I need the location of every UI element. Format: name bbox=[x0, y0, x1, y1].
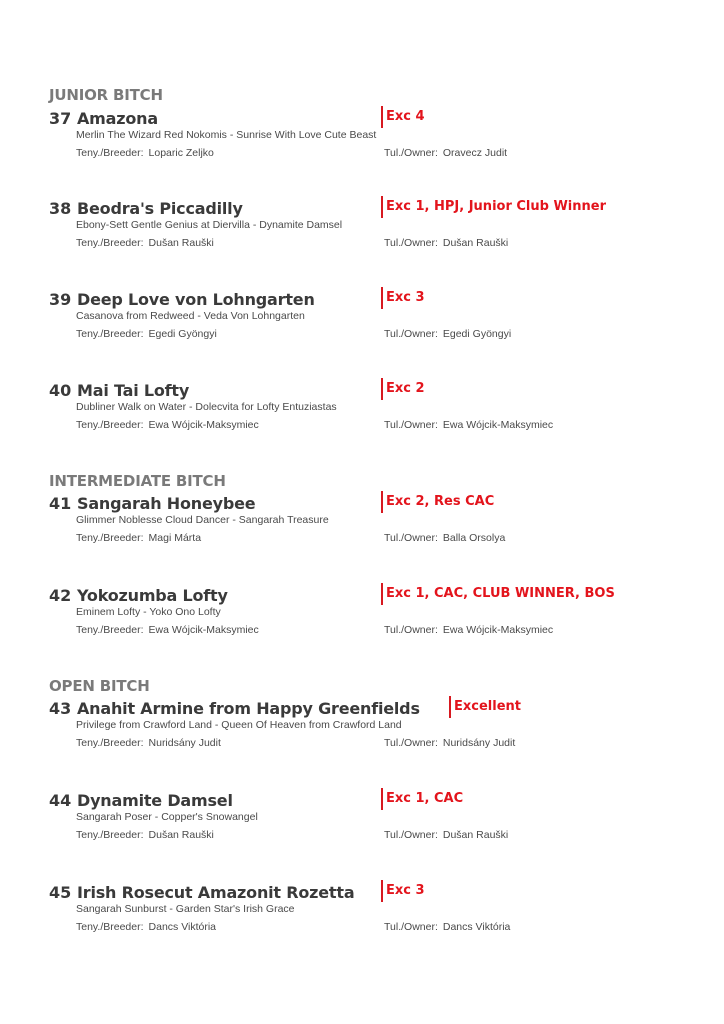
dog-name: Beodra's Piccadilly bbox=[77, 199, 243, 218]
owner bbox=[384, 737, 515, 749]
parents: Privilege from Crawford Land - Queen Of Heaven from Crawford Land bbox=[76, 719, 402, 731]
entry-number: 42 bbox=[49, 586, 72, 605]
owner bbox=[384, 328, 511, 340]
breeder bbox=[76, 921, 216, 933]
parents: Merlin The Wizard Red Nokomis - Sunrise With Love Cute Beast bbox=[76, 129, 377, 141]
dog-name: Sangarah Honeybee bbox=[77, 494, 256, 513]
entry-40 bbox=[49, 381, 709, 431]
result-badge: Exc 1, CAC bbox=[381, 788, 463, 810]
dog-name: Dynamite Damsel bbox=[77, 791, 233, 810]
owner-value: Dušan Rauški bbox=[442, 237, 509, 249]
owner-label: Tul./Owner: bbox=[384, 921, 438, 933]
owner bbox=[384, 237, 508, 249]
breeder-label: Teny./Breeder: bbox=[76, 328, 144, 340]
parents: Glimmer Noblesse Cloud Dancer - Sangarah Treasure bbox=[76, 514, 329, 526]
result-badge: Excellent bbox=[449, 696, 521, 718]
breeder-label: Teny./Breeder: bbox=[76, 829, 144, 841]
owner-value: Nuridsány Judit bbox=[442, 737, 516, 749]
dog-name: Anahit Armine from Happy Greenfields bbox=[77, 699, 420, 718]
breeder bbox=[76, 532, 201, 544]
dog-name: Deep Love von Lohngarten bbox=[77, 290, 315, 309]
breeder-label: Teny./Breeder: bbox=[76, 921, 144, 933]
owner-label: Tul./Owner: bbox=[384, 328, 438, 340]
breeder bbox=[76, 328, 217, 340]
breeder-value: Dušan Rauški bbox=[148, 829, 214, 841]
parents: Ebony-Sett Gentle Genius at Diervilla - Dynamite Damsel bbox=[76, 219, 343, 231]
breeder-label: Teny./Breeder: bbox=[76, 147, 144, 159]
result-badge: Exc 1, CAC, CLUB WINNER, BOS bbox=[381, 583, 615, 605]
entry-42 bbox=[49, 586, 709, 636]
result-badge: Exc 4 bbox=[381, 106, 425, 128]
entry-39 bbox=[49, 290, 709, 340]
entry-number: 41 bbox=[49, 494, 72, 513]
breeder-label: Teny./Breeder: bbox=[76, 624, 144, 636]
owner-label: Tul./Owner: bbox=[384, 737, 438, 749]
entry-number: 44 bbox=[49, 791, 72, 810]
owner bbox=[384, 419, 553, 431]
entry-number: 45 bbox=[49, 883, 72, 902]
breeder bbox=[76, 237, 214, 249]
breeder bbox=[76, 624, 259, 636]
parents: Casanova from Redweed - Veda Von Lohngarten bbox=[76, 310, 305, 322]
breeder bbox=[76, 419, 259, 431]
owner-value: Balla Orsolya bbox=[442, 532, 506, 544]
breeder-value: Dancs Viktória bbox=[148, 921, 217, 933]
owner-value: Oravecz Judit bbox=[442, 147, 508, 159]
dog-name: Mai Tai Lofty bbox=[77, 381, 190, 400]
owner-label: Tul./Owner: bbox=[384, 829, 438, 841]
owner-value: Dancs Viktória bbox=[442, 921, 511, 933]
entry-43 bbox=[49, 699, 709, 749]
entry-number: 43 bbox=[49, 699, 72, 718]
entry-38 bbox=[49, 199, 709, 249]
parents: Eminem Lofty - Yoko Ono Lofty bbox=[76, 606, 221, 618]
entry-37 bbox=[49, 109, 709, 159]
owner bbox=[384, 147, 507, 159]
entry-number: 39 bbox=[49, 290, 72, 309]
breeder-value: Magi Márta bbox=[148, 532, 202, 544]
owner bbox=[384, 829, 508, 841]
result-badge: Exc 2 bbox=[381, 378, 425, 400]
result-badge: Exc 1, HPJ, Junior Club Winner bbox=[381, 196, 606, 218]
parents: Dubliner Walk on Water - Dolecvita for Lofty Entuziastas bbox=[76, 401, 337, 413]
owner-label: Tul./Owner: bbox=[384, 237, 438, 249]
entry-number: 38 bbox=[49, 199, 72, 218]
owner-label: Tul./Owner: bbox=[384, 419, 438, 431]
owner-label: Tul./Owner: bbox=[384, 147, 438, 159]
dog-name: Amazona bbox=[77, 109, 158, 128]
entry-44 bbox=[49, 791, 709, 841]
owner bbox=[384, 532, 505, 544]
breeder bbox=[76, 737, 221, 749]
owner-value: Ewa Wójcik-Maksymiec bbox=[442, 419, 554, 431]
owner-value: Egedi Gyöngyi bbox=[442, 328, 512, 340]
breeder-value: Egedi Gyöngyi bbox=[148, 328, 217, 340]
dog-name: Irish Rosecut Amazonit Rozetta bbox=[77, 883, 355, 902]
breeder-value: Loparic Zeljko bbox=[148, 147, 214, 159]
parents: Sangarah Sunburst - Garden Star's Irish Grace bbox=[76, 903, 295, 915]
breeder bbox=[76, 147, 214, 159]
owner bbox=[384, 921, 510, 933]
result-badge: Exc 2, Res CAC bbox=[381, 491, 494, 513]
parents: Sangarah Poser - Copper's Snowangel bbox=[76, 811, 258, 823]
owner-label: Tul./Owner: bbox=[384, 532, 438, 544]
entry-45 bbox=[49, 883, 709, 933]
owner-value: Ewa Wójcik-Maksymiec bbox=[442, 624, 554, 636]
result-badge: Exc 3 bbox=[381, 287, 425, 309]
entry-number: 40 bbox=[49, 381, 72, 400]
breeder-label: Teny./Breeder: bbox=[76, 419, 144, 431]
owner-value: Dušan Rauški bbox=[442, 829, 509, 841]
breeder-value: Nuridsány Judit bbox=[148, 737, 221, 749]
result-badge: Exc 3 bbox=[381, 880, 425, 902]
breeder bbox=[76, 829, 214, 841]
entry-41 bbox=[49, 494, 709, 544]
owner-label: Tul./Owner: bbox=[384, 624, 438, 636]
entry-number: 37 bbox=[49, 109, 72, 128]
section-title-open-bitch: OPEN BITCH bbox=[49, 677, 150, 695]
section-title-intermediate-bitch: INTERMEDIATE BITCH bbox=[49, 472, 226, 490]
owner bbox=[384, 624, 553, 636]
breeder-label: Teny./Breeder: bbox=[76, 737, 144, 749]
breeder-label: Teny./Breeder: bbox=[76, 237, 144, 249]
breeder-label: Teny./Breeder: bbox=[76, 532, 144, 544]
section-title-junior-bitch: JUNIOR BITCH bbox=[49, 86, 163, 104]
breeder-value: Ewa Wójcik-Maksymiec bbox=[148, 419, 259, 431]
dog-name: Yokozumba Lofty bbox=[77, 586, 228, 605]
breeder-value: Dušan Rauški bbox=[148, 237, 214, 249]
breeder-value: Ewa Wójcik-Maksymiec bbox=[148, 624, 259, 636]
